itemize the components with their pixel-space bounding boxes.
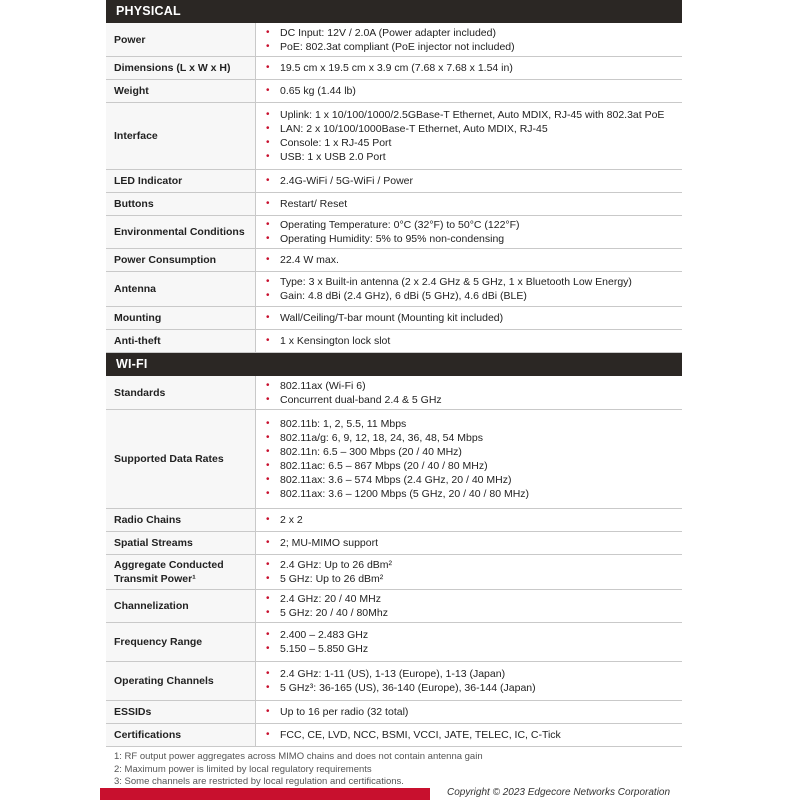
spec-row — [106, 662, 682, 701]
bullet-icon: • — [266, 123, 270, 134]
spec-value-text: 22.4 W max. — [280, 254, 339, 266]
section-header-physical: PHYSICAL — [106, 0, 682, 23]
spec-value-item — [266, 40, 682, 54]
bullet-icon: • — [266, 379, 270, 391]
bullet-icon: • — [266, 254, 270, 265]
spec-value-text: 802.11ax: 3.6 – 574 Mbps (2.4 GHz, 20 / 40 MHz) — [280, 474, 512, 486]
copyright-text: Copyright © 2023 Edgecore Networks Corporation — [447, 787, 671, 798]
bullet-icon: • — [266, 335, 270, 346]
bullet-icon: • — [266, 233, 270, 244]
spec-value-text: 2.400 – 2.483 GHz — [280, 629, 369, 641]
spec-row — [106, 555, 682, 590]
spec-value-item — [266, 218, 682, 232]
bullet-icon: • — [266, 514, 270, 525]
spec-value-text: 5 GHz³: 36-165 (US), 36-140 (Europe), 36-144 (Japan) — [280, 682, 536, 694]
spec-value-item — [266, 558, 682, 572]
spec-value-item — [266, 379, 682, 393]
spec-row — [106, 701, 682, 724]
spec-row — [106, 330, 682, 353]
bullet-icon: • — [266, 26, 270, 38]
bullet-icon: • — [266, 537, 270, 548]
bullet-icon: • — [266, 668, 270, 679]
spec-value-text: 1 x Kensington lock slot — [280, 335, 391, 347]
spec-value-item — [266, 108, 682, 122]
spec-value-item — [266, 459, 682, 473]
spec-label: Dimensions (L x W x H) — [106, 57, 256, 79]
footer-accent-bar — [100, 788, 430, 800]
section-header-wi-fi: WI-FI — [106, 353, 682, 376]
spec-values — [256, 724, 682, 746]
spec-label: Operating Channels — [106, 662, 256, 700]
spec-values — [256, 170, 682, 192]
spec-value-text: Type: 3 x Built-in antenna (2 x 2.4 GHz & 5 GHz, 1 x Bluetooth Low Energy) — [280, 276, 632, 288]
spec-value-item — [266, 84, 682, 98]
spec-row — [106, 103, 682, 170]
bullet-icon: • — [266, 474, 270, 485]
spec-value-text: 802.11ax (Wi-Fi 6) — [280, 379, 366, 392]
spec-values — [256, 23, 682, 56]
spec-label: Power — [106, 23, 256, 56]
spec-value-item — [266, 393, 682, 407]
spec-value-text: 5.150 – 5.850 GHz — [280, 643, 369, 655]
spec-value-text: Operating Temperature: 0°C (32°F) to 50°C (122°F) — [280, 219, 520, 231]
spec-row — [106, 170, 682, 193]
spec-values — [256, 701, 682, 723]
spec-value-item — [266, 232, 682, 246]
bullet-icon: • — [266, 85, 270, 96]
spec-label: Antenna — [106, 272, 256, 306]
spec-values — [256, 80, 682, 102]
spec-value-text: Up to 16 per radio (32 total) — [280, 706, 409, 718]
spec-values — [256, 193, 682, 215]
spec-row — [106, 307, 682, 330]
spec-label: Mounting — [106, 307, 256, 329]
spec-row — [106, 272, 682, 307]
spec-row — [106, 509, 682, 532]
spec-value-text: 5 GHz: Up to 26 dBm² — [280, 573, 384, 585]
spec-value-text: 802.11a/g: 6, 9, 12, 18, 24, 36, 48, 54 Mbps — [280, 432, 483, 444]
spec-value-text: 802.11b: 1, 2, 5.5, 11 Mbps — [280, 418, 407, 430]
bullet-icon: • — [266, 460, 270, 471]
spec-value-item — [266, 334, 682, 348]
bullet-icon: • — [266, 109, 270, 120]
spec-value-item — [266, 275, 682, 289]
bullet-icon: • — [266, 488, 270, 499]
spec-row — [106, 410, 682, 509]
bullet-icon: • — [266, 151, 270, 162]
bullet-icon: • — [266, 643, 270, 654]
spec-values — [256, 555, 682, 589]
bullet-icon: • — [266, 593, 270, 604]
spec-row — [106, 590, 682, 623]
spec-row — [106, 249, 682, 272]
spec-value-text: 802.11n: 6.5 – 300 Mbps (20 / 40 MHz) — [280, 446, 462, 458]
spec-value-item — [266, 197, 682, 211]
spec-values — [256, 103, 682, 169]
spec-value-text: 2.4 GHz: Up to 26 dBm² — [280, 559, 393, 571]
spec-row — [106, 376, 682, 410]
bullet-icon: • — [266, 629, 270, 640]
spec-value-item — [266, 667, 682, 681]
spec-value-text: Gain: 4.8 dBi (2.4 GHz), 6 dBi (5 GHz), 4.6 dBi (BLE) — [280, 290, 527, 302]
spec-label: Standards — [106, 376, 256, 409]
spec-value-item — [266, 253, 682, 267]
spec-value-item — [266, 417, 682, 431]
spec-value-text: Console: 1 x RJ-45 Port — [280, 137, 392, 149]
spec-values — [256, 249, 682, 271]
spec-row — [106, 532, 682, 555]
spec-values — [256, 272, 682, 306]
spec-value-item — [266, 513, 682, 527]
spec-label: Anti-theft — [106, 330, 256, 352]
bullet-icon: • — [266, 40, 270, 52]
spec-value-item — [266, 728, 682, 742]
spec-label: Certifications — [106, 724, 256, 746]
spec-label: Supported Data Rates — [106, 410, 256, 508]
spec-values — [256, 57, 682, 79]
spec-values — [256, 590, 682, 622]
bullet-icon: • — [266, 682, 270, 693]
spec-label: Weight — [106, 80, 256, 102]
spec-sheet — [106, 0, 682, 747]
spec-value-item — [266, 150, 682, 164]
spec-value-text: 2; MU-MIMO support — [280, 537, 379, 549]
spec-value-text: 0.65 kg (1.44 lb) — [280, 85, 356, 97]
spec-value-text: Operating Humidity: 5% to 95% non-condensing — [280, 233, 505, 245]
footnote-2: 2: Maximum power is limited by local regulatory requirements — [114, 763, 372, 775]
spec-value-text: LAN: 2 x 10/100/1000Base-T Ethernet, Auto MDIX, RJ-45 — [280, 123, 548, 135]
spec-row — [106, 193, 682, 216]
footnote-1: 1: RF output power aggregates across MIMO chains and does not contain antenna gain — [114, 751, 483, 762]
spec-label: ESSIDs — [106, 701, 256, 723]
spec-label: Spatial Streams — [106, 532, 256, 554]
spec-value-text: 802.11ax: 3.6 – 1200 Mbps (5 GHz, 20 / 40 / 80 MHz) — [280, 488, 530, 500]
bullet-icon: • — [266, 290, 270, 301]
bullet-icon: • — [266, 706, 270, 717]
spec-values — [256, 216, 682, 248]
spec-label: Aggregate Conducted Transmit Power¹ — [106, 555, 256, 589]
spec-value-text: PoE: 802.3at compliant (PoE injector not included) — [280, 40, 515, 53]
spec-row — [106, 623, 682, 662]
spec-value-item — [266, 136, 682, 150]
bullet-icon: • — [266, 62, 270, 73]
spec-row — [106, 80, 682, 103]
spec-value-item — [266, 681, 682, 695]
spec-row — [106, 216, 682, 249]
spec-value-item — [266, 592, 682, 606]
spec-value-item — [266, 473, 682, 487]
spec-value-text: 802.11ac: 6.5 – 867 Mbps (20 / 40 / 80 MHz) — [280, 460, 488, 472]
spec-value-text: Concurrent dual-band 2.4 & 5 GHz — [280, 393, 442, 406]
spec-value-text: Wall/Ceiling/T-bar mount (Mounting kit included) — [280, 312, 504, 324]
spec-value-item — [266, 445, 682, 459]
spec-value-item — [266, 311, 682, 325]
spec-value-text: 19.5 cm x 19.5 cm x 3.9 cm (7.68 x 7.68 x 1.54 in) — [280, 62, 513, 74]
spec-values — [256, 509, 682, 531]
bullet-icon: • — [266, 729, 270, 740]
bullet-icon: • — [266, 312, 270, 323]
bullet-icon: • — [266, 219, 270, 230]
spec-label: Frequency Range — [106, 623, 256, 661]
spec-values — [256, 662, 682, 700]
spec-values — [256, 410, 682, 508]
spec-value-item — [266, 431, 682, 445]
spec-values — [256, 330, 682, 352]
spec-value-text: DC Input: 12V / 2.0A (Power adapter included) — [280, 26, 496, 39]
spec-label: Radio Chains — [106, 509, 256, 531]
spec-label: Power Consumption — [106, 249, 256, 271]
bullet-icon: • — [266, 432, 270, 443]
bullet-icon: • — [266, 137, 270, 148]
spec-value-item — [266, 174, 682, 188]
spec-value-item — [266, 606, 682, 620]
spec-value-text: 2.4 GHz: 1-11 (US), 1-13 (Europe), 1-13 (Japan) — [280, 668, 506, 680]
spec-value-item — [266, 289, 682, 303]
bullet-icon: • — [266, 198, 270, 209]
spec-value-text: FCC, CE, LVD, NCC, BSMI, VCCI, JATE, TELEC, IC, C-Tick — [280, 729, 561, 741]
bullet-icon: • — [266, 418, 270, 429]
bullet-icon: • — [266, 446, 270, 457]
spec-value-text: Uplink: 1 x 10/100/1000/2.5GBase-T Ethernet, Auto MDIX, RJ-45 with 802.3at PoE — [280, 109, 665, 121]
spec-label: Buttons — [106, 193, 256, 215]
spec-values — [256, 623, 682, 661]
bullet-icon: • — [266, 175, 270, 186]
spec-label: Channelization — [106, 590, 256, 622]
footnote-3: 3: Some channels are restricted by local regulation and certifications. — [114, 776, 404, 787]
spec-label: Environmental Conditions — [106, 216, 256, 248]
spec-value-text: USB: 1 x USB 2.0 Port — [280, 151, 386, 163]
spec-row — [106, 57, 682, 80]
spec-label: LED Indicator — [106, 170, 256, 192]
spec-value-item — [266, 122, 682, 136]
bullet-icon: • — [266, 276, 270, 287]
bullet-icon: • — [266, 393, 270, 405]
spec-value-text: 2.4 GHz: 20 / 40 MHz — [280, 593, 381, 605]
spec-value-item — [266, 628, 682, 642]
bullet-icon: • — [266, 607, 270, 618]
spec-value-item — [266, 642, 682, 656]
bullet-icon: • — [266, 573, 270, 584]
spec-value-text: 2 x 2 — [280, 514, 303, 526]
spec-values — [256, 532, 682, 554]
spec-value-item — [266, 487, 682, 501]
spec-row — [106, 23, 682, 57]
spec-row — [106, 724, 682, 747]
spec-value-item — [266, 705, 682, 719]
spec-value-item — [266, 536, 682, 550]
spec-values — [256, 376, 682, 409]
spec-value-item — [266, 26, 682, 40]
spec-value-item — [266, 61, 682, 75]
spec-values — [256, 307, 682, 329]
bullet-icon: • — [266, 559, 270, 570]
spec-value-item — [266, 572, 682, 586]
spec-value-text: 2.4G-WiFi / 5G-WiFi / Power — [280, 175, 414, 187]
spec-value-text: Restart/ Reset — [280, 198, 348, 210]
spec-label: Interface — [106, 103, 256, 169]
footnotes — [114, 751, 483, 789]
spec-value-text: 5 GHz: 20 / 40 / 80Mhz — [280, 607, 388, 619]
